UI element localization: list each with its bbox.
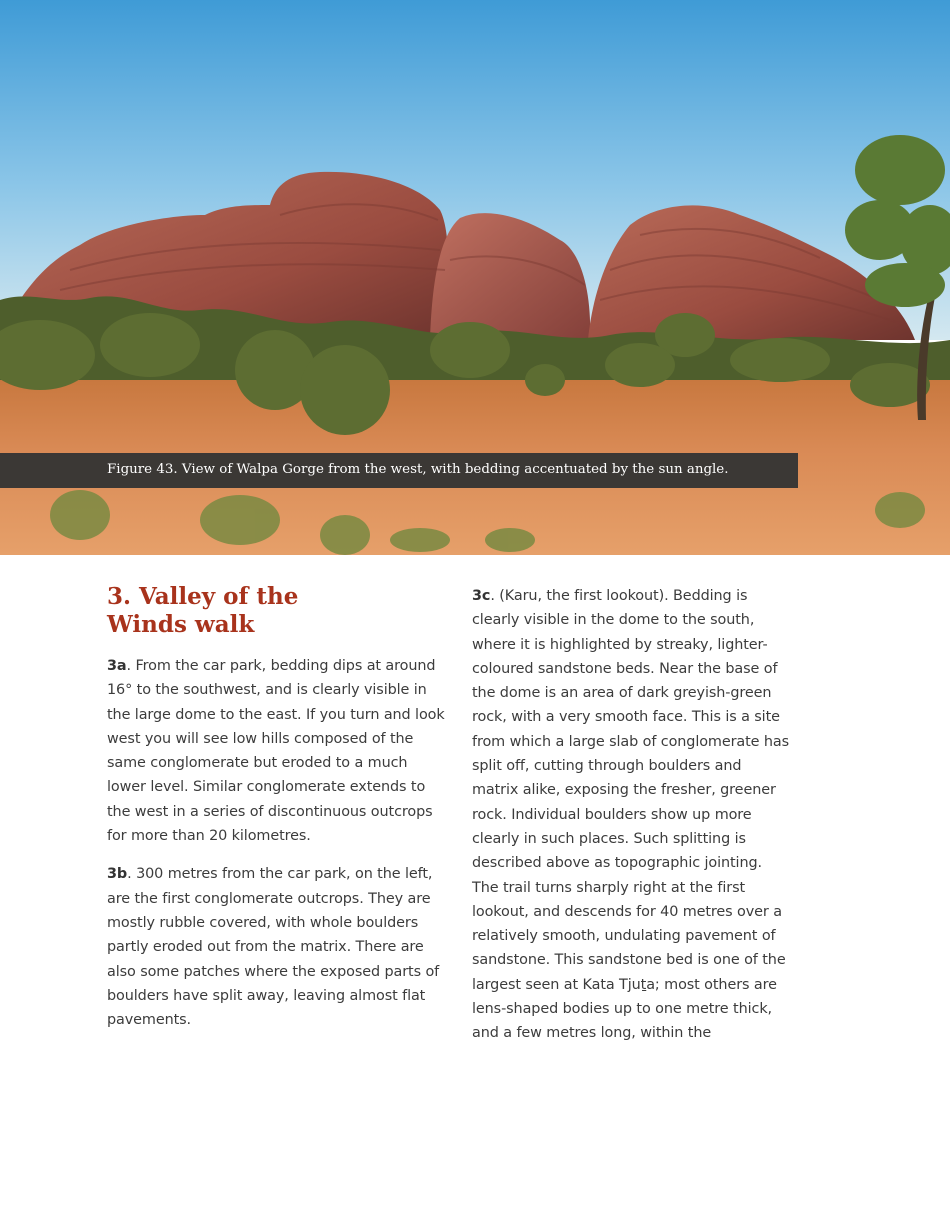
- paragraph-text: . From the car park, bedding dips at around 16° to the southwest, and is clearly visible in the large dome to the east. If you turn and look west you will see low hills composed of the same conglomerate but eroded to a much lower level. Similar conglomerate extends to the west in a series of discontinuous outcrops for more than 20 kilometres.: [107, 658, 445, 845]
- right-column: [472, 583, 792, 1060]
- left-column: [107, 583, 447, 1046]
- paragraph-label: 3b: [107, 866, 128, 883]
- paragraph-text: . 300 metres from the car park, on the left, are the first conglomerate outcrops. They are mostly rubble covered, with whole boulders partly eroded out from the matrix. There are also some patches where the exposed parts of boulders have split away, leaving almost flat pavements.: [107, 866, 440, 1029]
- figure-43-photo: [0, 0, 950, 555]
- paragraph-3b: [107, 862, 447, 1032]
- paragraph-label: 3c: [472, 588, 491, 604]
- figure-caption: Figure 43. View of Walpa Gorge from the west, with bedding accentuated by the sun angle.: [107, 462, 729, 477]
- figure-caption-bar: [0, 453, 798, 488]
- section-heading: [107, 583, 447, 638]
- paragraph-text: . (Karu, the first lookout). Bedding is clearly visible in the dome to the south, where it is highlighted by streaky, lighter-coloured sandstone beds. Near the base of the dome is an area of dark greyish-green rock, with a very smooth face. This is a site from which a large slab of conglomerate has split off, cutting through boulders and matrix alike, exposing the fresher, greener rock. Individual boulders show up more clearly in such places. Such splitting is described above as topographic jointing. The trail turns sharply right at the first lookout, and descends for 40 metres over a relatively smooth, undulating pavement of sandstone. This sandstone bed is one of the largest seen at Kata Tjuṯa; most others are lens-shaped bodies up to one metre thick, and a few metres long, within the: [472, 588, 790, 1042]
- paragraph-label: 3a: [107, 658, 127, 674]
- paragraph-3c: [472, 584, 792, 1046]
- section-heading-line2: Winds walk: [107, 610, 255, 638]
- section-heading-line1: 3. Valley of the: [107, 583, 299, 610]
- paragraph-3a: [107, 654, 447, 848]
